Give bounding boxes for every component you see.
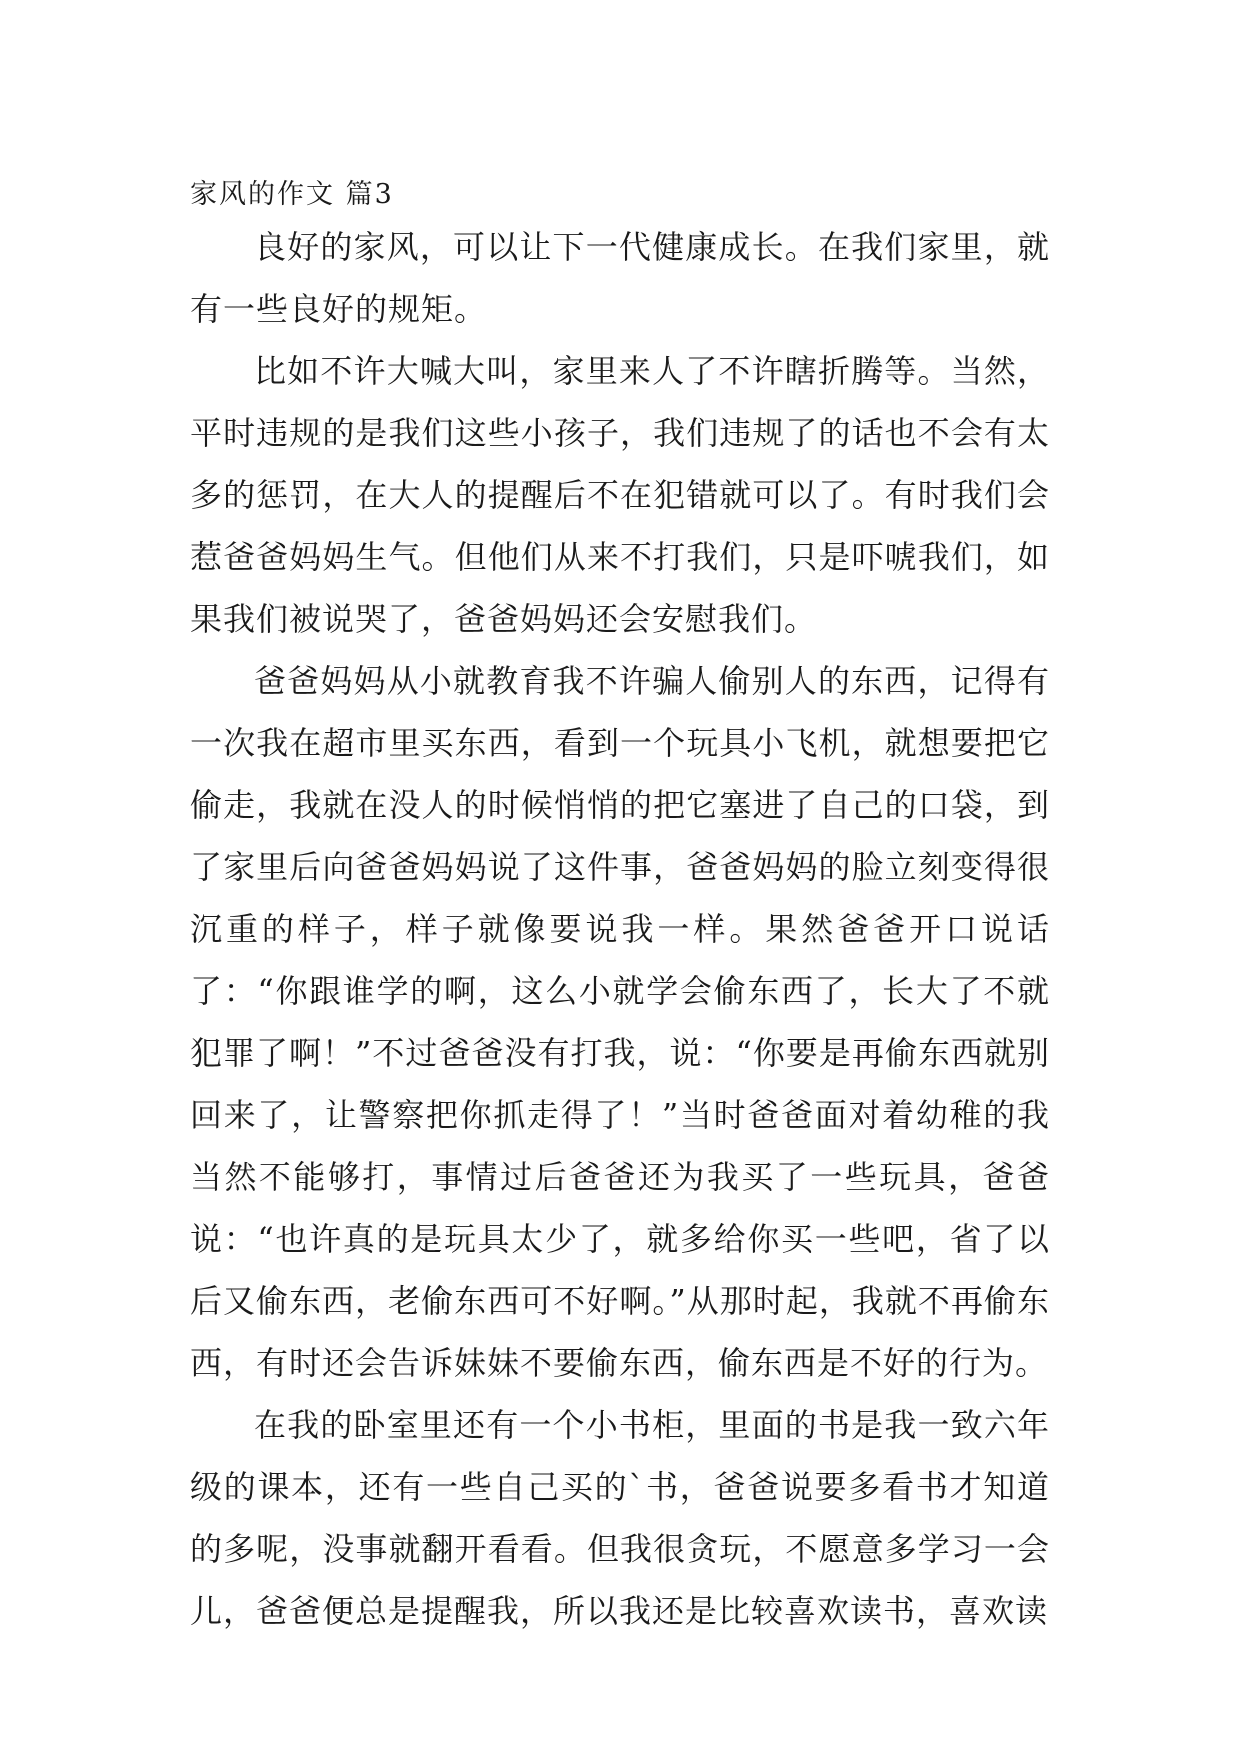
- document-page: [190, 160, 1050, 1642]
- paragraph-4: 在我的卧室里还有一个小书柜，里面的书是我一致六年级的课本，还有一些自己买的`书，爸爸说要多看书才知道的多呢，没事就翻开看看。但我很贪玩，不愿意多学习一会儿，爸爸便总是提醒我，所以我还是比较喜欢读书，喜欢读: [190, 1406, 1050, 1630]
- paragraph-2: 比如不许大喊大叫，家里来人了不许瞎折腾等。当然，平时违规的是我们这些小孩子，我们违规了的话也不会有太多的惩罚，在大人的提醒后不在犯错就可以了。有时我们会惹爸爸妈妈生气。但他们从来不打我们，只是吓唬我们，如果我们被说哭了，爸爸妈妈还会安慰我们。: [190, 352, 1050, 638]
- paragraph-1: 良好的家风，可以让下一代健康成长。在我们家里，就有一些良好的规矩。: [190, 228, 1050, 328]
- document-title: 家风的作文 篇3: [190, 179, 394, 210]
- paragraph-3: 爸爸妈妈从小就教育我不许骗人偷别人的东西，记得有一次我在超市里买东西，看到一个玩具小飞机，就想要把它偷走，我就在没人的时候悄悄的把它塞进了自己的口袋，到了家里后向爸爸妈妈说了这件事，爸爸妈妈的脸立刻变得很沉重的样子，样子就像要说我一样。果然爸爸开口说话了：“你跟谁学的啊，这么小就学会偷东西了，长大了不就犯罪了啊！”不过爸爸没有打我，说：“你要是再偷东西就别回来了，让警察把你抓走得了！”当时爸爸面对着幼稚的我当然不能够打，事情过后爸爸还为我买了一些玩具，爸爸说：“也许真的是玩具太少了，就多给你买一些吧，省了以后又偷东西，老偷东西可不好啊。”从那时起，我就不再偷东西，有时还会告诉妹妹不要偷东西，偷东西是不好的行为。: [190, 662, 1050, 1382]
